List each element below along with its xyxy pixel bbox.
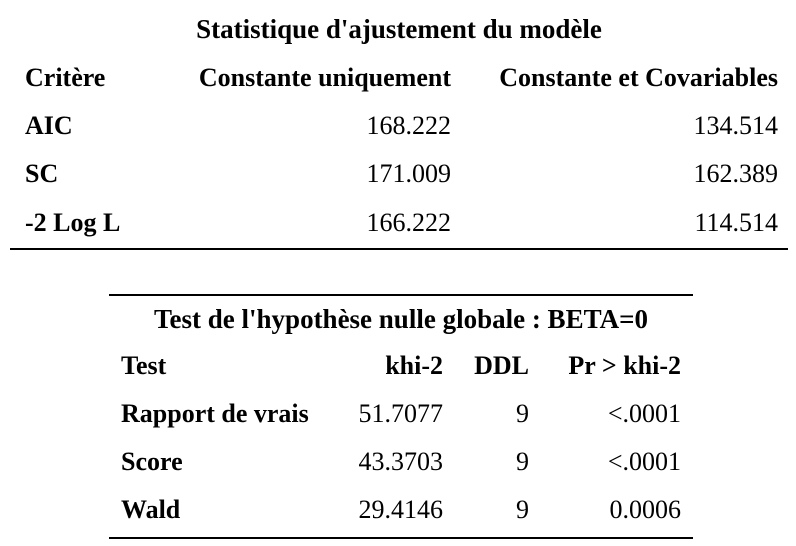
- header-intercept-only: Constante uniquement: [198, 63, 451, 92]
- global-test-caption: Test de l'hypothèse nulle globale : BETA=0: [154, 303, 648, 334]
- header-p-value: Pr > khi-2: [568, 351, 681, 380]
- intercept-only-value: 171.009: [366, 159, 451, 188]
- table-row: [109, 390, 693, 438]
- table-row: [10, 102, 788, 150]
- global-null-test-table: [109, 294, 693, 534]
- header-chi-square: khi-2: [385, 351, 443, 380]
- model-fit-caption: Statistique d'ajustement du modèle: [196, 13, 602, 44]
- df-value: 9: [516, 495, 529, 524]
- header-intercept-and-covariates: Constante et Covariables: [499, 63, 778, 92]
- df-value: 9: [516, 399, 529, 428]
- test-name: Score: [121, 447, 183, 476]
- row-label: AIC: [25, 111, 73, 140]
- model-fit-table: [10, 0, 788, 254]
- model-fit-header-row: [10, 54, 788, 102]
- chi-square-value: 51.7077: [358, 399, 443, 428]
- p-value: <.0001: [607, 447, 681, 476]
- global-test-bottom-rule: [109, 537, 693, 539]
- global-test-header-row: [109, 342, 693, 390]
- test-name: Rapport de vrais: [121, 399, 309, 428]
- intercept-only-value: 166.222: [366, 208, 451, 237]
- chi-square-value: 29.4146: [358, 495, 443, 524]
- table-row: [109, 486, 693, 534]
- row-label: -2 Log L: [25, 208, 121, 237]
- with-covariates-value: 114.514: [694, 208, 778, 237]
- intercept-only-value: 168.222: [366, 111, 451, 140]
- test-name: Wald: [121, 495, 181, 524]
- header-df: DDL: [474, 351, 529, 380]
- header-test: Test: [121, 351, 167, 380]
- p-value: <.0001: [607, 399, 681, 428]
- model-fit-bottom-rule: [10, 248, 788, 250]
- row-label: SC: [25, 159, 59, 188]
- table-row: [109, 438, 693, 486]
- with-covariates-value: 162.389: [693, 159, 778, 188]
- p-value: 0.0006: [609, 495, 681, 524]
- table-row: [10, 150, 788, 198]
- header-criterion: Critère: [25, 63, 106, 92]
- chi-square-value: 43.3703: [358, 447, 443, 476]
- with-covariates-value: 134.514: [693, 111, 778, 140]
- table-row: [10, 198, 788, 254]
- df-value: 9: [516, 447, 529, 476]
